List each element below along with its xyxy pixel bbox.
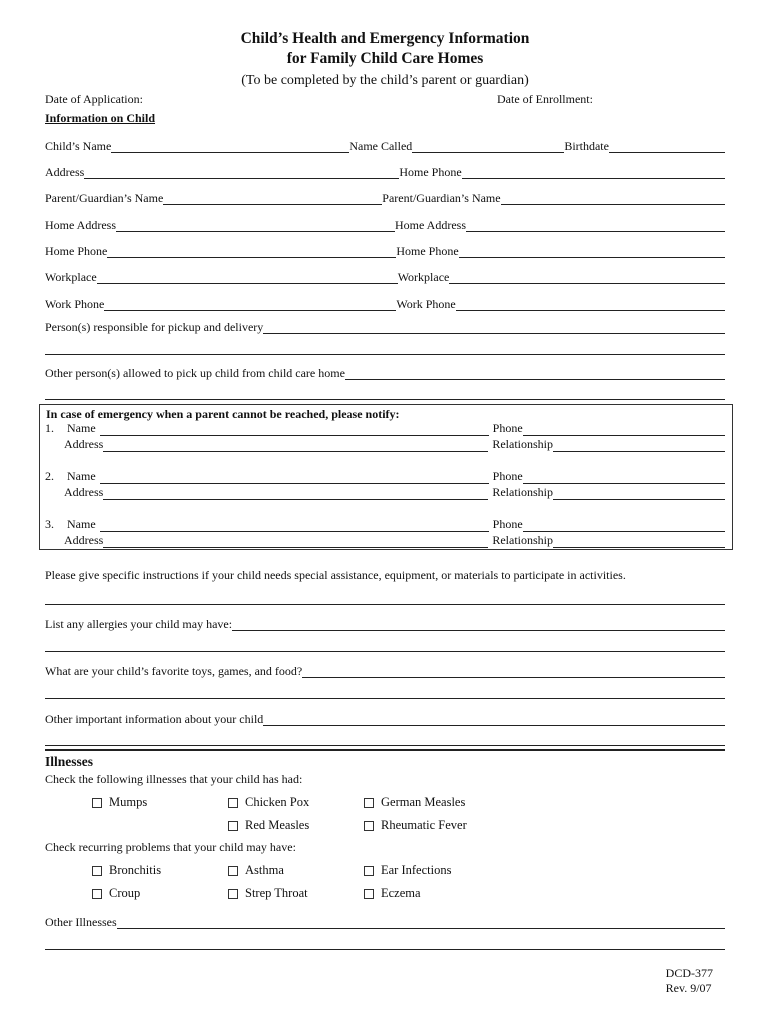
- other-pickup-label: Other person(s) allowed to pick up child from child care home: [45, 366, 345, 380]
- workplace-2-field[interactable]: [449, 271, 725, 284]
- home-phone-2-field[interactable]: [459, 245, 725, 258]
- form-title-line1: Child’s Health and Emergency Information: [240, 30, 530, 47]
- contact-2-address-label: Address: [64, 485, 104, 499]
- work-phone-row: [45, 295, 725, 311]
- special-assistance-field[interactable]: [45, 604, 725, 605]
- home-phone-1-label: Home Phone: [45, 244, 108, 258]
- contact-3-address-field[interactable]: [103, 535, 488, 548]
- bronchitis-label: Bronchitis: [109, 863, 162, 877]
- contact-1-relationship-label: Relationship: [492, 437, 553, 451]
- other-illnesses-label: Other Illnesses: [45, 915, 117, 929]
- other-illnesses-row: [45, 913, 725, 929]
- rheumatic-fever-label: Rheumatic Fever: [381, 818, 467, 832]
- contact-1-phone-label: Phone: [492, 421, 523, 435]
- checkbox-german-measles[interactable]: [364, 795, 465, 810]
- work-phone-1-label: Work Phone: [45, 297, 105, 311]
- illnesses-heading: Illnesses: [45, 754, 94, 769]
- workplace-2-label: Workplace: [397, 270, 450, 284]
- home-phone-2-label: Home Phone: [396, 244, 459, 258]
- contact-3-phone-field[interactable]: [523, 519, 725, 532]
- home-address-row: [45, 216, 725, 232]
- checkbox-square-icon: [228, 866, 238, 876]
- checkbox-bronchitis[interactable]: [92, 863, 161, 878]
- other-info-field-line2[interactable]: [45, 745, 725, 746]
- checkbox-red-measles[interactable]: [228, 818, 309, 833]
- pickup-field-line2[interactable]: [45, 354, 725, 355]
- contact-2-phone-label: Phone: [492, 469, 523, 483]
- checkbox-square-icon: [364, 821, 374, 831]
- form-code-number: DCD-377: [665, 966, 713, 980]
- checkbox-chicken-pox[interactable]: [228, 795, 309, 810]
- checkbox-square-icon: [228, 798, 238, 808]
- contact-3-phone-label: Phone: [492, 517, 523, 531]
- parent-name-1-label: Parent/Guardian’s Name: [45, 191, 164, 205]
- contact-2-name-label: Name: [67, 469, 96, 483]
- parent-name-1-field[interactable]: [163, 192, 382, 205]
- contact-3-number: 3.: [45, 517, 54, 531]
- birthdate-label: Birthdate: [564, 139, 609, 153]
- asthma-label: Asthma: [245, 863, 284, 877]
- strep-throat-label: Strep Throat: [245, 886, 308, 900]
- name-called-label: Name Called: [349, 139, 413, 153]
- emergency-heading: In case of emergency when a parent cannot be reached, please notify:: [46, 407, 400, 421]
- contact-1-phone-field[interactable]: [523, 423, 725, 436]
- checkbox-square-icon: [364, 866, 374, 876]
- contact-1-number: 1.: [45, 421, 54, 435]
- checkbox-square-icon: [92, 889, 102, 899]
- contact-2-relationship-label: Relationship: [492, 485, 553, 499]
- croup-label: Croup: [109, 886, 141, 900]
- allergies-label: List any allergies your child may have:: [45, 617, 233, 631]
- special-assistance-prompt: Please give specific instructions if your child needs special assistance, equipment, or materials to participate in activities.: [45, 568, 626, 582]
- home-address-2-label: Home Address: [395, 218, 466, 232]
- german-measles-label: German Measles: [381, 795, 466, 809]
- ear-infections-label: Ear Infections: [381, 863, 452, 877]
- date-of-application-label: Date of Application:: [45, 92, 143, 106]
- home-phone-label: Home Phone: [399, 165, 462, 179]
- eczema-label: Eczema: [381, 886, 421, 900]
- home-phone-field[interactable]: [462, 166, 725, 179]
- home-phone-row: [45, 242, 725, 258]
- date-of-enrollment-label: Date of Enrollment:: [497, 92, 593, 106]
- favorites-label: What are your child’s favorite toys, games, and food?: [45, 664, 303, 678]
- other-pickup-field-line2[interactable]: [45, 399, 725, 400]
- childs-name-field[interactable]: [111, 140, 349, 153]
- other-pickup-row: [45, 364, 725, 380]
- checkbox-strep-throat[interactable]: [228, 886, 308, 901]
- home-address-1-field[interactable]: [116, 219, 395, 232]
- mumps-label: Mumps: [109, 795, 148, 809]
- contact-1-name-label: Name: [67, 421, 96, 435]
- child-info-heading: Information on Child: [45, 111, 156, 125]
- checkbox-square-icon: [92, 798, 102, 808]
- birthdate-field[interactable]: [609, 140, 725, 153]
- form-code: [666, 966, 713, 996]
- checkbox-asthma[interactable]: [228, 863, 284, 878]
- home-address-1-label: Home Address: [45, 218, 116, 232]
- contact-3-name-label: Name: [67, 517, 96, 531]
- checkbox-ear-infections[interactable]: [364, 863, 451, 878]
- contact-1-name-field[interactable]: [100, 423, 489, 436]
- contact-2-relationship-field[interactable]: [553, 487, 725, 500]
- contact-2-name-field[interactable]: [100, 471, 489, 484]
- chicken-pox-label: Chicken Pox: [245, 795, 310, 809]
- contact-3-address-label: Address: [64, 533, 104, 547]
- form-title-line2: for Family Child Care Homes: [286, 50, 484, 67]
- red-measles-label: Red Measles: [245, 818, 310, 832]
- checkbox-square-icon: [228, 889, 238, 899]
- other-pickup-field[interactable]: [345, 367, 725, 380]
- contact-1-address-field[interactable]: [103, 439, 488, 452]
- child-name-row: [45, 137, 725, 153]
- checkbox-croup[interactable]: [92, 886, 140, 901]
- address-field[interactable]: [84, 166, 399, 179]
- allergies-row: [45, 615, 725, 631]
- parent-name-2-field[interactable]: [501, 192, 725, 205]
- form-subtitle: (To be completed by the child’s parent or guardian): [241, 73, 529, 88]
- work-phone-2-field[interactable]: [456, 298, 725, 311]
- home-phone-1-field[interactable]: [107, 245, 396, 258]
- work-phone-2-label: Work Phone: [396, 297, 456, 311]
- favorites-field[interactable]: [302, 665, 725, 678]
- favorites-row: [45, 662, 725, 678]
- checkbox-mumps[interactable]: [92, 795, 147, 810]
- parent-name-2-label: Parent/Guardian’s Name: [382, 191, 501, 205]
- pickup-label: Person(s) responsible for pickup and delivery: [45, 320, 264, 334]
- other-info-label: Other important information about your child: [45, 712, 264, 726]
- home-address-2-field[interactable]: [466, 219, 725, 232]
- childs-name-label: Child’s Name: [45, 139, 112, 153]
- contact-3-name-field[interactable]: [100, 519, 489, 532]
- work-phone-1-field[interactable]: [104, 298, 396, 311]
- recurring-prompt: Check recurring problems that your child may have:: [45, 840, 296, 854]
- favorites-field-line2[interactable]: [45, 698, 725, 699]
- checkbox-square-icon: [364, 798, 374, 808]
- other-info-field[interactable]: [263, 713, 725, 726]
- address-label: Address: [45, 165, 85, 179]
- pickup-row: [45, 318, 725, 334]
- parent-name-row: [45, 189, 725, 205]
- checkbox-square-icon: [92, 866, 102, 876]
- address-row: [45, 163, 725, 179]
- checkbox-eczema[interactable]: [364, 886, 421, 901]
- section-divider: [45, 749, 725, 751]
- workplace-1-field[interactable]: [97, 271, 398, 284]
- name-called-field[interactable]: [412, 140, 564, 153]
- allergies-field-line2[interactable]: [45, 651, 725, 652]
- illnesses-had-prompt: Check the following illnesses that your child has had:: [45, 772, 303, 786]
- checkbox-square-icon: [364, 889, 374, 899]
- contact-1-address-label: Address: [64, 437, 104, 451]
- contact-2-address-field[interactable]: [103, 487, 488, 500]
- other-info-row: [45, 710, 725, 726]
- contact-1-relationship-field[interactable]: [553, 439, 725, 452]
- contact-2-phone-field[interactable]: [523, 471, 725, 484]
- contact-3-relationship-label: Relationship: [492, 533, 553, 547]
- contact-2-number: 2.: [45, 469, 54, 483]
- allergies-field[interactable]: [232, 618, 725, 631]
- pickup-field[interactable]: [263, 321, 725, 334]
- workplace-1-label: Workplace: [45, 270, 97, 284]
- form-revision: Rev. 9/07: [665, 981, 712, 995]
- checkbox-square-icon: [228, 821, 238, 831]
- other-illnesses-field[interactable]: [117, 916, 725, 929]
- workplace-row: [45, 268, 725, 284]
- contact-3-relationship-field[interactable]: [553, 535, 725, 548]
- checkbox-rheumatic-fever[interactable]: [364, 818, 467, 833]
- other-illnesses-field-line2[interactable]: [45, 949, 725, 950]
